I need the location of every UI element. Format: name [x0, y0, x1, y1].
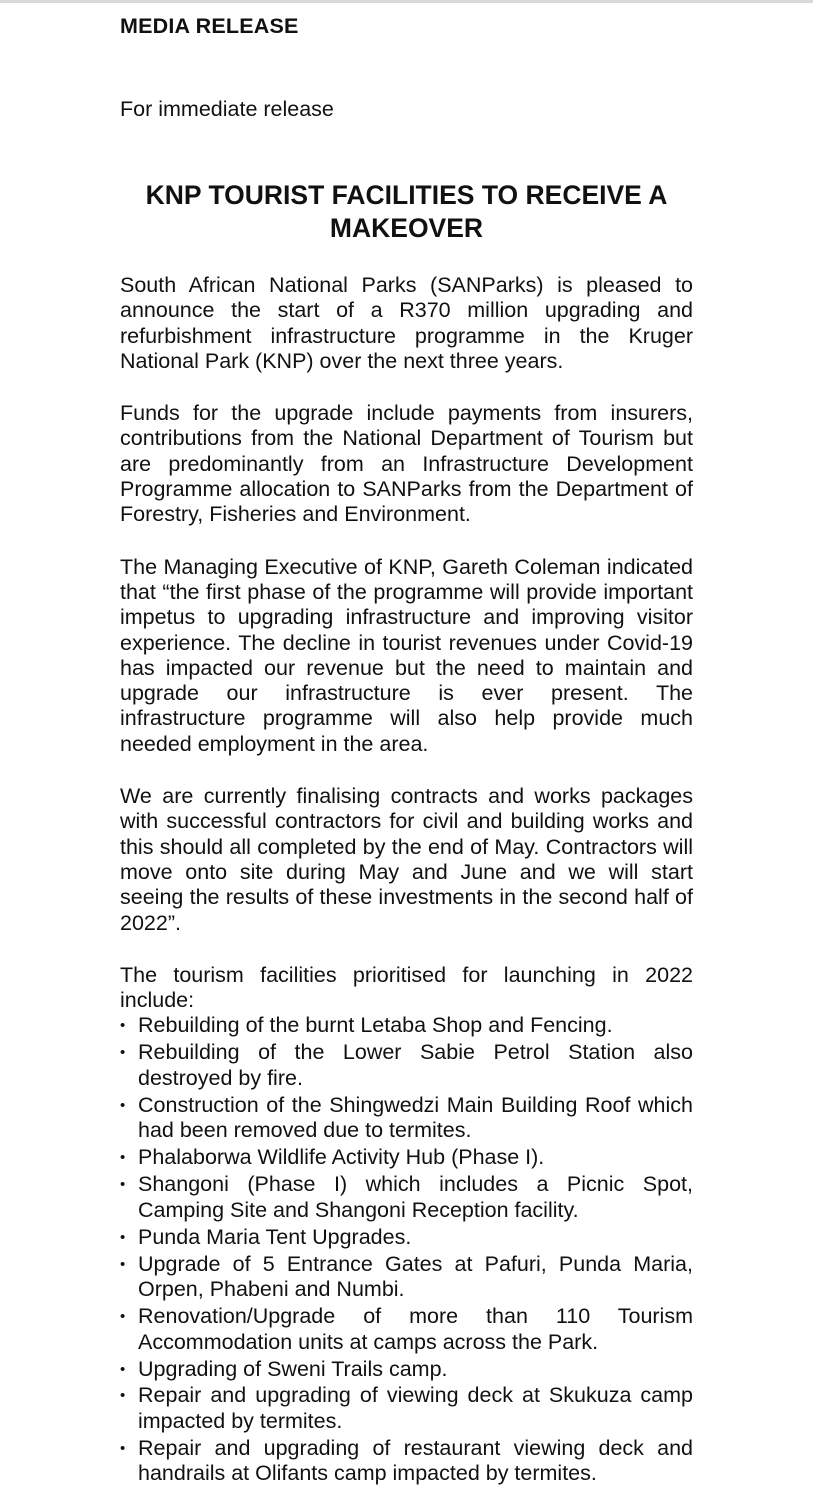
bullet-icon: • — [120, 1017, 126, 1035]
paragraph-executive-quote: The Managing Executive of KNP, Gareth Coleman indicated that “the first phase of the programme will provide important impetus to upgrading infrastructure and improving visitor experience. The decline in tourist revenues under Covid-19 has impacted our revenue but the need to maintain and upgrade our infrastructure is ever present. The infrastructure programme will also help provide much needed employment in the area. — [120, 554, 693, 756]
bullet-icon: • — [120, 1044, 126, 1062]
bullet-icon: • — [120, 1149, 126, 1167]
list-item — [120, 1093, 693, 1144]
facilities-list — [120, 1013, 693, 1487]
release-body — [120, 273, 693, 1488]
paragraph-facilities-intro: The tourism facilities prioritised for launching in 2022 include: — [120, 962, 693, 1013]
list-item — [120, 1383, 693, 1434]
list-item — [120, 1013, 693, 1039]
bullet-icon: • — [120, 1360, 126, 1378]
list-item-text: Repair and upgrading of restaurant viewing deck and handrails at Olifants camp impacted by termites. — [138, 1435, 693, 1486]
list-item-text: Rebuilding of the burnt Letaba Shop and Fencing. — [138, 1013, 613, 1038]
headline: KNP TOURIST FACILITIES TO RECEIVE A MAKEOVER — [145, 180, 668, 243]
list-item-text: Renovation/Upgrade of more than 110 Tourism Accommodation units at camps across the Park. — [138, 1304, 693, 1354]
list-item-text: Upgrade of 5 Entrance Gates at Pafuri, Punda Maria, Orpen, Phabeni and Numbi. — [138, 1251, 693, 1302]
bullet-icon: • — [120, 1255, 126, 1273]
list-item-text: Phalaborwa Wildlife Activity Hub (Phase I). — [138, 1145, 545, 1170]
list-item-text: Shangoni (Phase I) which includes a Picnic Spot, Camping Site and Shangoni Reception facility. — [138, 1172, 693, 1222]
bullet-icon: • — [120, 1096, 126, 1114]
list-item — [120, 1252, 693, 1303]
list-item — [120, 1436, 693, 1487]
list-item — [120, 1225, 693, 1251]
document-kicker: MEDIA RELEASE — [120, 14, 299, 38]
bullet-icon: • — [120, 1176, 126, 1194]
paragraph-contracts: We are currently finalising contracts and works packages with successful contractors for civil and building works and this should all completed by the end of May. Contractors will move onto site during May and June and we will start seeing the results of these investments in the second half of 2022”. — [120, 784, 693, 935]
list-item-text: Punda Maria Tent Upgrades. — [138, 1224, 412, 1249]
list-item — [120, 1040, 693, 1091]
list-item-text: Repair and upgrading of viewing deck at Skukuza camp impacted by termites. — [138, 1383, 693, 1433]
paragraph-funding: Funds for the upgrade include payments from insurers, contributions from the National Department of Tourism but are predominantly from an Infrastructure Development Programme allocation to SANParks from the Department of Forestry, Fisheries and Environment. — [120, 401, 693, 527]
bullet-icon: • — [120, 1308, 126, 1326]
list-item — [120, 1304, 693, 1355]
list-item — [120, 1145, 693, 1171]
list-item-text: Construction of the Shingwedzi Main Building Roof which had been removed due to termites. — [138, 1092, 693, 1143]
bullet-icon: • — [120, 1387, 126, 1405]
bullet-icon: • — [120, 1228, 126, 1246]
list-item-text: Upgrading of Sweni Trails camp. — [138, 1356, 448, 1381]
release-line: For immediate release — [120, 97, 334, 121]
list-item-text: Rebuilding of the Lower Sabie Petrol Station also destroyed by fire. — [138, 1040, 693, 1090]
list-item — [120, 1357, 693, 1383]
paragraph-announcement: South African National Parks (SANParks) is pleased to announce the start of a R370 million upgrading and refurbishment infrastructure programme in the Kruger National Park (KNP) over the next three years. — [120, 273, 693, 373]
bullet-icon: • — [120, 1439, 126, 1457]
list-item — [120, 1172, 693, 1223]
page-top-border — [0, 0, 813, 3]
